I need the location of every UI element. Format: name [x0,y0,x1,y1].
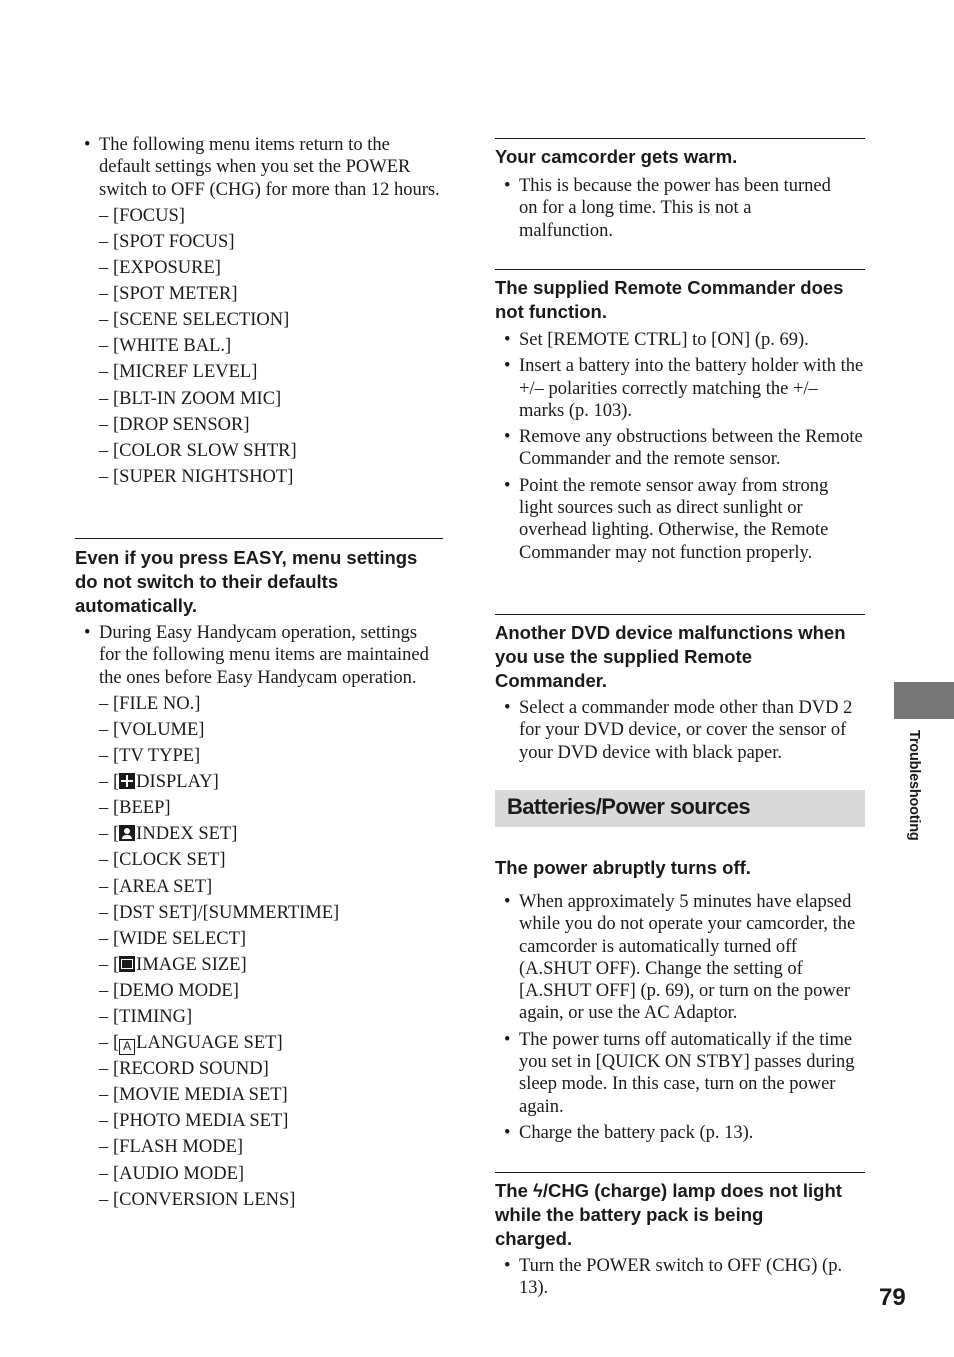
dash-mark: – [99,231,109,252]
power-heading: The power abruptly turns off. [495,857,751,878]
menu-item [75,719,435,745]
language-a-icon: A [119,1039,135,1055]
menu-item [75,205,443,231]
bullet-text: Turn the POWER switch to OFF (CHG) (p. 13). [519,1256,843,1299]
menu-item [75,823,435,849]
menu-item-label: AREA SET] [119,876,213,897]
page-number: 79 [879,1284,906,1311]
bracket: [ [113,1059,120,1080]
menu-item-label: [SCENE SELECTION] [113,310,290,331]
dash-mark: – [99,928,109,949]
menu-item-label: [DROP SENSOR] [113,414,250,435]
menu-item [75,283,443,309]
bullet-dot: • [504,698,511,718]
menu-item-label: TIMING] [119,1007,193,1028]
dash-mark: – [99,466,109,487]
divider [495,1172,865,1173]
dash-mark: – [99,1137,109,1158]
divider [495,614,865,615]
chapter-tab-label: Troubleshooting [906,730,922,841]
dash-mark: – [99,1033,109,1054]
bullet-dot: • [504,427,511,448]
bullet-text: Charge the battery pack (p. 13). [519,1122,754,1143]
dash-mark: – [99,258,109,279]
bracket: [ [113,772,120,793]
dash-mark: – [99,980,109,1001]
easy-bullet [75,622,435,689]
menu-item-label: FLASH MODE] [119,1137,244,1158]
bracket: [ [113,1137,120,1158]
chapter-tab [894,682,954,719]
image-size-icon [119,956,135,972]
easy-block [75,622,435,1215]
menu-item [75,1084,435,1110]
section-title-bar [495,790,865,827]
menu-item [75,466,443,492]
dvd-heading: Another DVD device malfunctions when you use the supplied Remote Commander. [495,622,846,691]
bullet-text: Set [REMOTE CTRL] to [ON] (p. 69). [519,330,809,350]
menu-item [75,771,435,797]
reset-block [75,134,443,492]
dash-mark: – [99,693,109,714]
bullet-item [495,175,845,242]
bullet-item [495,1255,865,1300]
menu-item [75,361,443,387]
bracket: [ [113,746,120,767]
dash-mark: – [99,310,109,331]
bullet-item [495,1029,867,1118]
menu-item [75,745,435,771]
remote-bullets [495,329,865,568]
index-person-icon [119,825,135,841]
bullet-text: Select a commander mode other than DVD 2 for your DVD device, or cover the sensor of your DVD device with black paper. [519,698,853,763]
bullet-item [495,475,865,564]
bullet-item [495,1122,867,1144]
menu-item [75,309,443,335]
bullet-item [495,426,865,471]
menu-item-label: INDEX SET] [136,824,238,845]
menu-item-label: [BLT-IN ZOOM MIC] [113,388,282,409]
menu-item-label: LANGUAGE SET] [136,1033,283,1054]
dash-mark: – [99,1163,109,1184]
bullet-text: When approximately 5 minutes have elapsed while you do not operate your camcorder, the camcorder is automatically turned off (A.SHUT OFF). Change the setting of [A.SHUT OFF] (p. 69), or turn on the power again, or use the AC Adaptor. [519,892,856,1024]
menu-item-label: DST SET]/[SUMMERTIME] [119,902,340,923]
bracket: [ [113,798,120,819]
menu-item [75,1110,435,1136]
menu-item-label: PHOTO MEDIA SET] [119,1111,289,1132]
menu-item-label: CLOCK SET] [119,850,226,871]
menu-item-label: IMAGE SIZE] [136,954,247,975]
bracket: [ [113,1111,120,1132]
menu-item-label: [SPOT METER] [113,284,238,305]
bracket: [ [113,1163,120,1184]
menu-item-label: WIDE SELECT] [119,928,247,949]
display-grid-icon [119,773,135,789]
dash-mark: – [99,876,109,897]
bracket: [ [113,980,120,1001]
bullet-dot: • [504,892,511,912]
dash-mark: – [99,954,109,975]
menu-item-label: [SUPER NIGHTSHOT] [113,466,294,487]
chg-bullets [495,1255,865,1304]
bullet-text: Point the remote sensor away from strong light sources such as direct sunlight or overhead lighting. Otherwise, the Remote Commander may not function properly. [519,475,829,563]
dash-mark: – [99,388,109,409]
divider [75,538,443,539]
dvd-bullets [495,697,865,768]
bracket: [ [113,1007,120,1028]
menu-item [75,1006,435,1032]
bracket: [ [113,1189,120,1210]
intro-bullet-text: The following menu items return to the default settings when you set the POWER switch to OFF (CHG) for more than 12 hours. [99,135,440,200]
bullet-dot: • [504,176,511,196]
dash-mark: – [99,824,109,845]
dash-mark: – [99,850,109,871]
menu-item-label: BEEP] [119,798,171,819]
menu-item-label: FILE NO.] [119,693,201,714]
dash-mark: – [99,719,109,740]
bullet-item [495,329,865,351]
bullet-dot: • [504,1122,511,1143]
menu-item-label: TV TYPE] [119,746,201,767]
dash-mark: – [99,1111,109,1132]
menu-item [75,954,435,980]
bullet-item [495,355,865,422]
bracket: [ [113,902,120,923]
menu-item-label: RECORD SOUND] [119,1059,269,1080]
menu-item [75,980,435,1006]
warm-bullets [495,175,845,246]
menu-item [75,388,443,414]
dash-mark: – [99,284,109,305]
bullet-item [495,891,867,1025]
bracket: [ [113,693,120,714]
menu-item-label: [EXPOSURE] [113,258,221,279]
menu-item-label: [COLOR SLOW SHTR] [113,440,297,461]
menu-item-label: [MICREF LEVEL] [113,362,258,383]
section-title: Batteries/Power sources [507,794,750,819]
bullet-dot: • [504,356,511,377]
bracket: [ [113,876,120,897]
menu-item-label: MOVIE MEDIA SET] [119,1085,288,1106]
menu-item-label: AUDIO MODE] [119,1163,245,1184]
dash-mark: – [99,1059,109,1080]
bullet-item [495,697,865,764]
menu-item-label: DEMO MODE] [119,980,239,1001]
bullet-dot: • [504,1256,511,1276]
bullet-dot: • [504,1029,511,1050]
reset-items-list [75,205,443,492]
menu-item [75,257,443,283]
menu-item [75,849,435,875]
intro-bullet [75,134,443,201]
bullet-dot: • [84,623,91,643]
dash-mark: – [99,902,109,923]
menu-item-label: CONVERSION LENS] [119,1189,296,1210]
divider [495,269,865,270]
dash-mark: – [99,1085,109,1106]
dash-mark: – [99,440,109,461]
menu-item [75,335,443,361]
easy-heading: Even if you press EASY, menu settings do not switch to their defaults automatically. [75,547,418,616]
easy-bullet-text: During Easy Handycam operation, settings for the following menu items are maintained the ones before Easy Handycam operation. [99,623,429,688]
dash-mark: – [99,205,109,226]
remote-heading: The supplied Remote Commander does not function. [495,277,844,322]
dash-mark: – [99,772,109,793]
menu-item-label: [FOCUS] [113,205,185,226]
bullet-dot: • [504,330,511,350]
menu-item [75,928,435,954]
chg-heading: The ϟ/CHG (charge) lamp does not light while the battery pack is being charged. [495,1180,842,1249]
menu-item-label: DISPLAY] [136,772,219,793]
dash-mark: – [99,414,109,435]
warm-heading: Your camcorder gets warm. [495,146,738,167]
menu-item [75,1163,435,1189]
menu-item-label: [SPOT FOCUS] [113,231,235,252]
dash-mark: – [99,336,109,357]
menu-item [75,693,435,719]
menu-item [75,1058,435,1084]
bracket: [ [113,954,120,975]
menu-item [75,440,443,466]
dash-mark: – [99,1189,109,1210]
easy-items-list [75,693,435,1215]
dash-mark: – [99,798,109,819]
menu-item [75,231,443,257]
menu-item [75,414,443,440]
bullet-text: This is because the power has been turned on for a long time. This is not a malfunction. [519,176,831,241]
dash-mark: – [99,1007,109,1028]
dash-mark: – [99,746,109,767]
menu-item [75,1189,435,1215]
dash-mark: – [99,362,109,383]
menu-item [75,902,435,928]
menu-item [75,876,435,902]
divider [495,138,865,139]
menu-item [75,1032,435,1058]
bullet-text: Remove any obstructions between the Remote Commander and the remote sensor. [519,427,863,470]
bracket: [ [113,928,120,949]
power-bullets [495,891,867,1148]
bracket: [ [113,1033,120,1054]
bullet-dot: • [84,135,91,155]
menu-item [75,797,435,823]
bullet-dot: • [504,475,511,496]
bullet-text: Insert a battery into the battery holder with the +/– polarities correctly matching the +/– marks (p. 103). [519,356,864,421]
menu-item-label: [WHITE BAL.] [113,336,232,357]
menu-item [75,1136,435,1162]
bracket: [ [113,824,120,845]
bracket: [ [113,719,120,740]
bracket: [ [113,1085,120,1106]
menu-item-label: VOLUME] [119,719,205,740]
bracket: [ [113,850,120,871]
bullet-text: The power turns off automatically if the time you set in [QUICK ON STBY] passes during sleep mode. In this case, turn on the power again. [519,1029,855,1117]
